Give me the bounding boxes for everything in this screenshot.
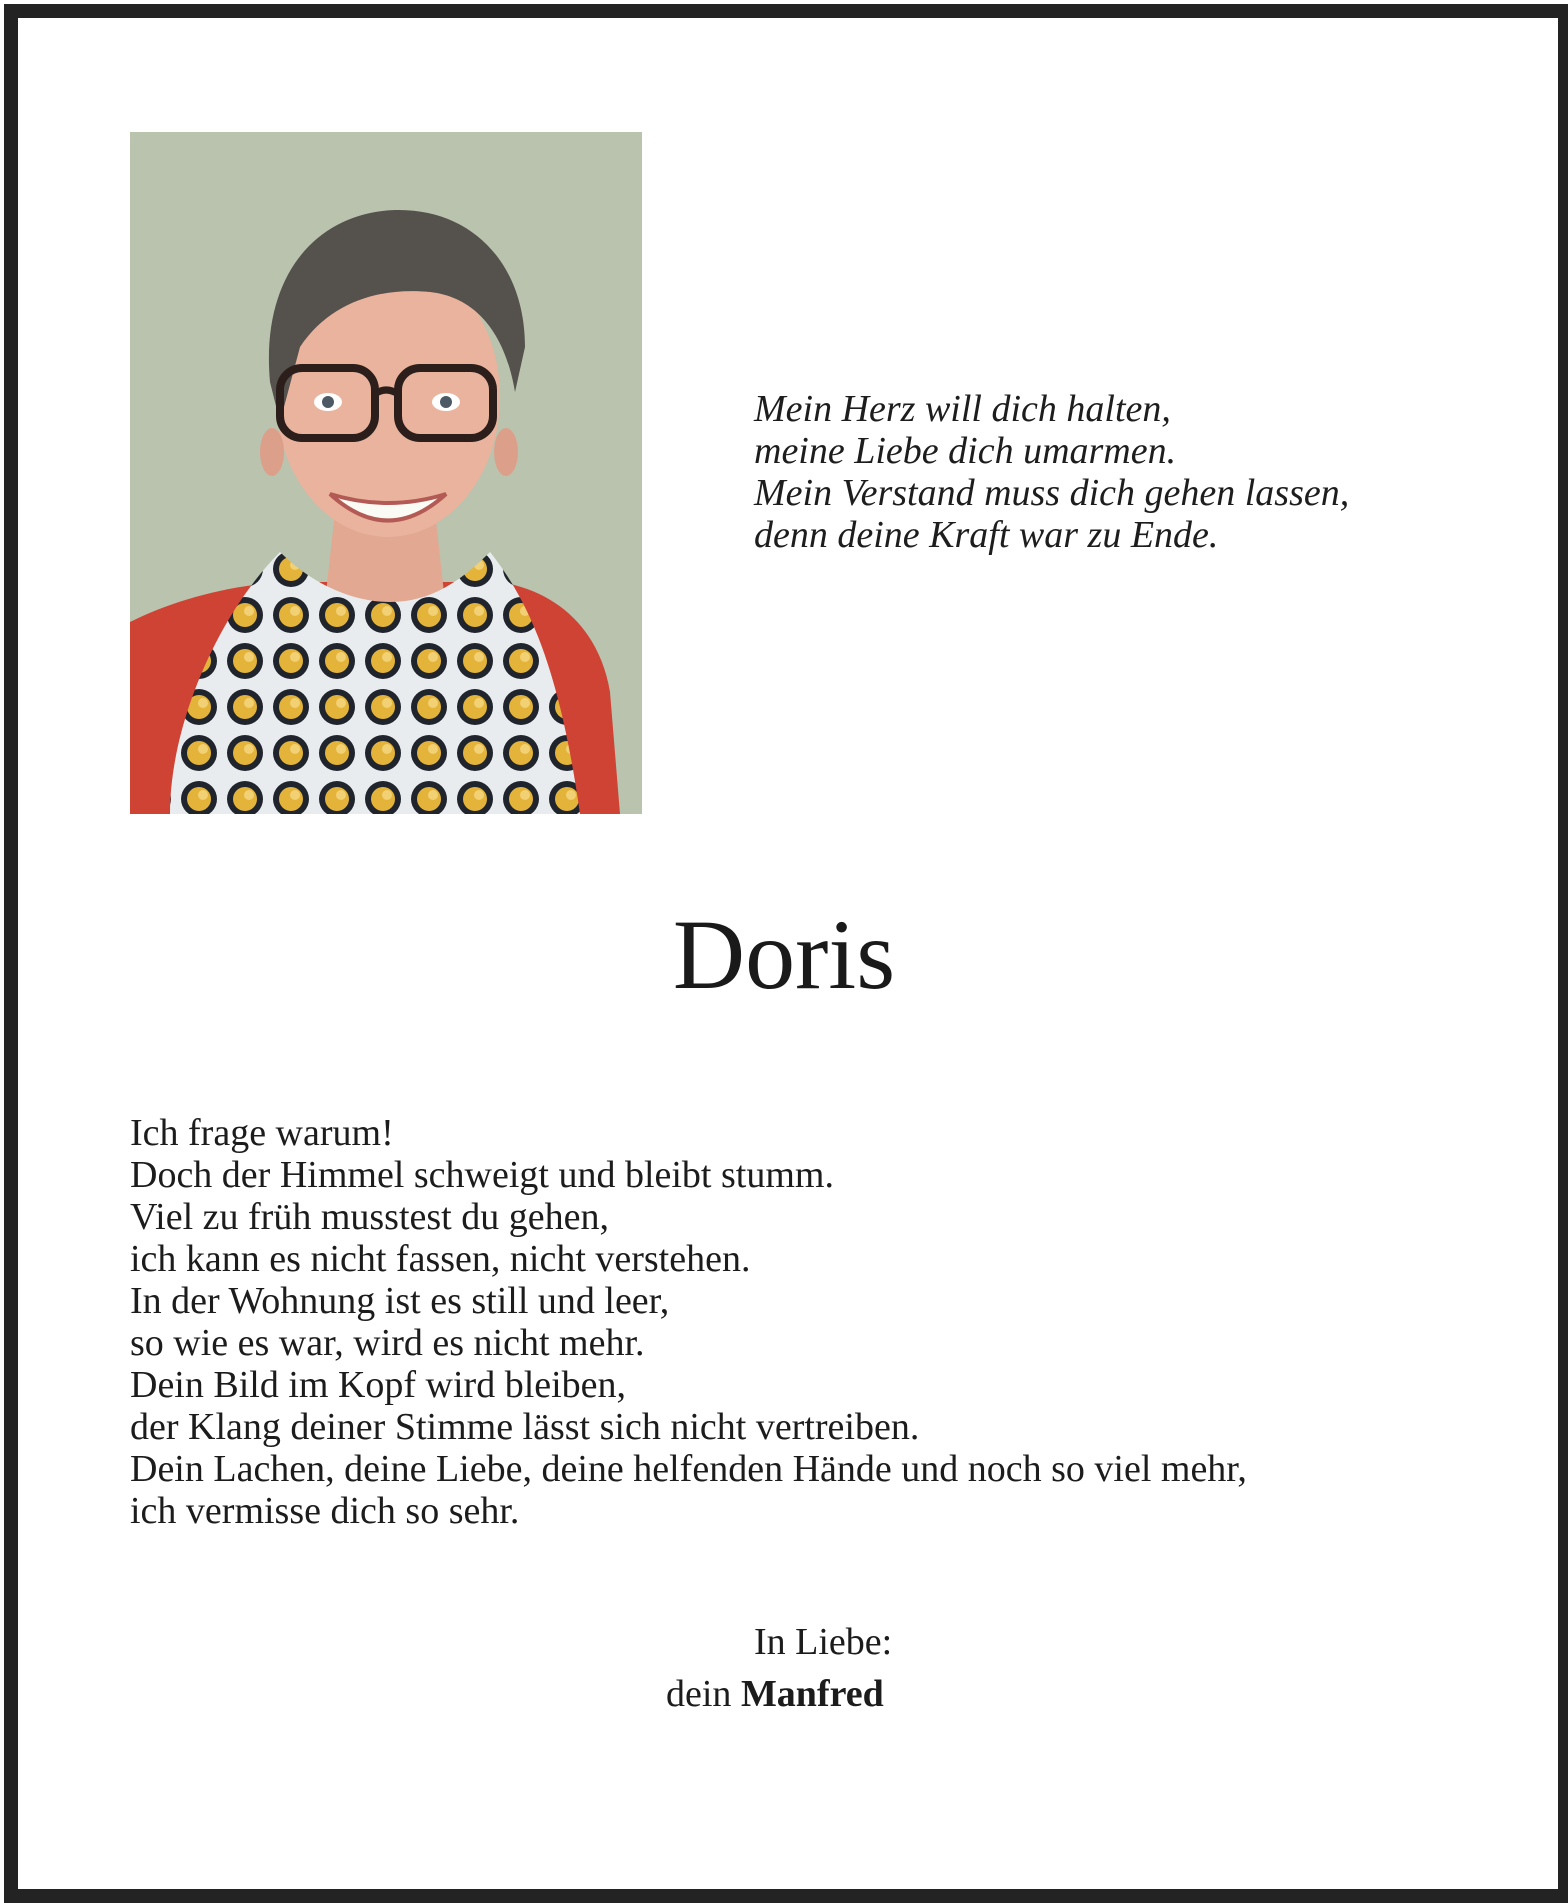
poem-line: ich vermisse dich so sehr. [130,1490,520,1532]
signoff-greeting: In Liebe: [754,1621,893,1663]
poem-line: Viel zu früh musstest du gehen, [130,1196,609,1238]
poem-line: ich kann es nicht fassen, nicht verstehen. [130,1238,751,1280]
portrait-photo [130,132,642,814]
signoff-signature [666,1668,884,1720]
poem-line: Dein Lachen, deine Liebe, deine helfenden Hände und noch so viel mehr, [130,1448,1247,1490]
poem-line: Dein Bild im Kopf wird bleiben, [130,1364,627,1406]
poem-line: In der Wohnung ist es still und leer, [130,1280,670,1322]
poem-line: der Klang deiner Stimme lässt sich nicht vertreiben. [130,1406,920,1448]
poem-line: so wie es war, wird es nicht mehr. [130,1322,645,1364]
deceased-name: Doris [672,899,896,1010]
quote-line: Mein Verstand muss dich gehen lassen, [754,472,1350,514]
quote-line: denn deine Kraft war zu Ende. [754,514,1219,556]
signoff-name: Manfred [740,1673,884,1715]
quote-block [754,388,1454,556]
quote-line: Mein Herz will dich halten, [754,388,1171,430]
signoff-prefix: dein [666,1673,732,1715]
poem-line: Doch der Himmel schweigt und bleibt stumm. [130,1154,834,1196]
quote-line: meine Liebe dich umarmen. [754,430,1177,472]
portrait-illustration [130,132,642,814]
poem-block [130,1112,1510,1532]
poem-line: Ich frage warum! [130,1112,394,1154]
